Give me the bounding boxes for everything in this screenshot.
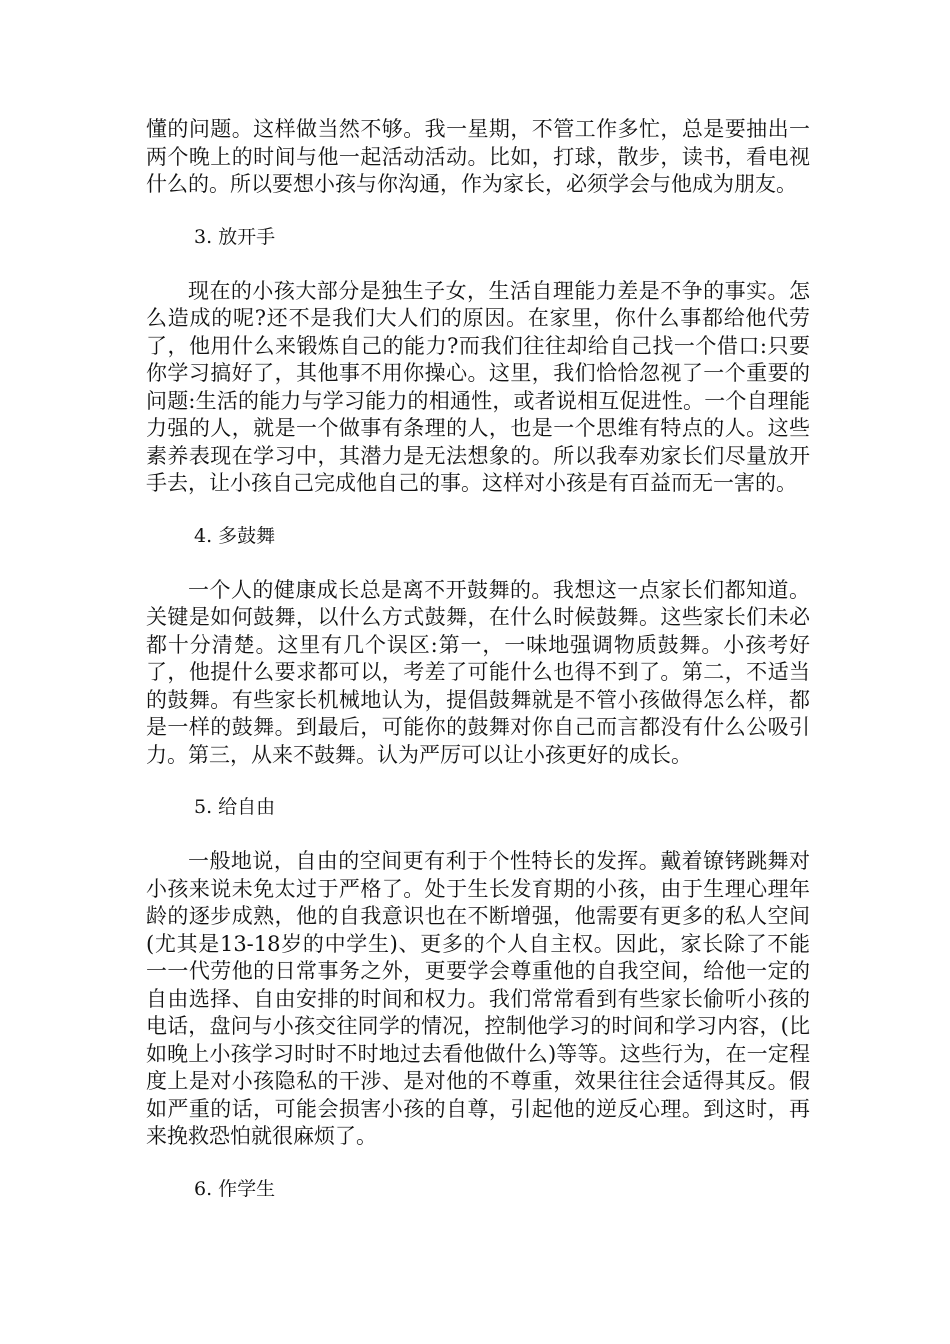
spacer	[146, 821, 810, 848]
spacer	[146, 251, 810, 278]
spacer	[146, 498, 810, 523]
spacer	[146, 199, 810, 224]
section-paragraph-4: 一个人的健康成长总是离不开鼓舞的。我想这一点家长们都知道。关键是如何鼓舞，以什么方式鼓舞，在什么时候鼓舞。这些家长们未必都十分清楚。这里有几个误区:第一，一味地强调物质鼓舞。小孩考好了，他提什么要求都可以，考差了可能什么也得不到了。第二，不适当的鼓舞。有些家长机械地认为，提倡鼓舞就是不管小孩做得怎么样，都是一样的鼓舞。到最后，可能你的鼓舞对你自己而言都没有什么公吸引力。第三，从来不鼓舞。认为严厉可以让小孩更好的成长。	[146, 577, 810, 767]
section-heading-4: 4. 多鼓舞	[194, 524, 276, 547]
spacer	[146, 550, 810, 577]
section-paragraph-5: 一般地说，自由的空间更有利于个性特长的发挥。戴着镣铐跳舞对小孩来说未免太过于严格了。处于生长发育期的小孩，由于生理心理年龄的逐步成熟，他的自我意识也在不断增强，他需要有更多的私人空间(尤其是13-18岁的中学生)、更多的个人自主权。因此，家长除了不能一一代劳他的日常事务之外，更要学会尊重他的自我空间，给他一定的自由选择、自由安排的时间和权力。我们常常看到有些家长偷听小孩的电话，盘问与小孩交往同学的情况，控制他学习的时间和学习内容，(比如晚上小孩学习时时不时地过去看他做什么)等等。这些行为，在一定程度上是对小孩隐私的干涉、是对他的不尊重，效果往往会适得其反。假如严重的话，可能会损害小孩的自尊，引起他的逆反心理。到这时，再来挽救恐怕就很麻烦了。	[146, 849, 810, 1148]
document-page	[146, 116, 810, 1203]
section-heading-3: 3. 放开手	[194, 225, 276, 248]
section-paragraph-3: 现在的小孩大部分是独生子女，生活自理能力差是不争的事实。怎么造成的呢?还不是我们大人们的原因。在家里，你什么事都给他代劳了，他用什么来锻炼自己的能力?而我们往往却给自己找一个借口:只要你学习搞好了，其他事不用你操心。这里，我们恰恰忽视了一个重要的问题:生活的能力与学习能力的相通性，或者说相互促进性。一个自理能力强的人，就是一个做事有条理的人，也是一个思维有特点的人。这些素养表现在学习中，其潜力是无法想象的。所以我奉劝家长们尽量放开手去，让小孩自己完成他自己的事。这样对小孩是有百益而无一害的。	[146, 278, 810, 495]
section-heading-6: 6. 作学生	[194, 1177, 276, 1200]
section-heading-5: 5. 给自由	[194, 796, 276, 818]
intro-paragraph: 懂的问题。这样做当然不够。我一星期，不管工作多忙，总是要抽出一两个晚上的时间与他一起活动活动。比如，打球，散步，读书，看电视什么的。所以要想小孩与你沟通，作为家长，必须学会与他成为朋友。	[146, 117, 810, 196]
spacer	[146, 1151, 810, 1176]
spacer	[146, 769, 810, 794]
